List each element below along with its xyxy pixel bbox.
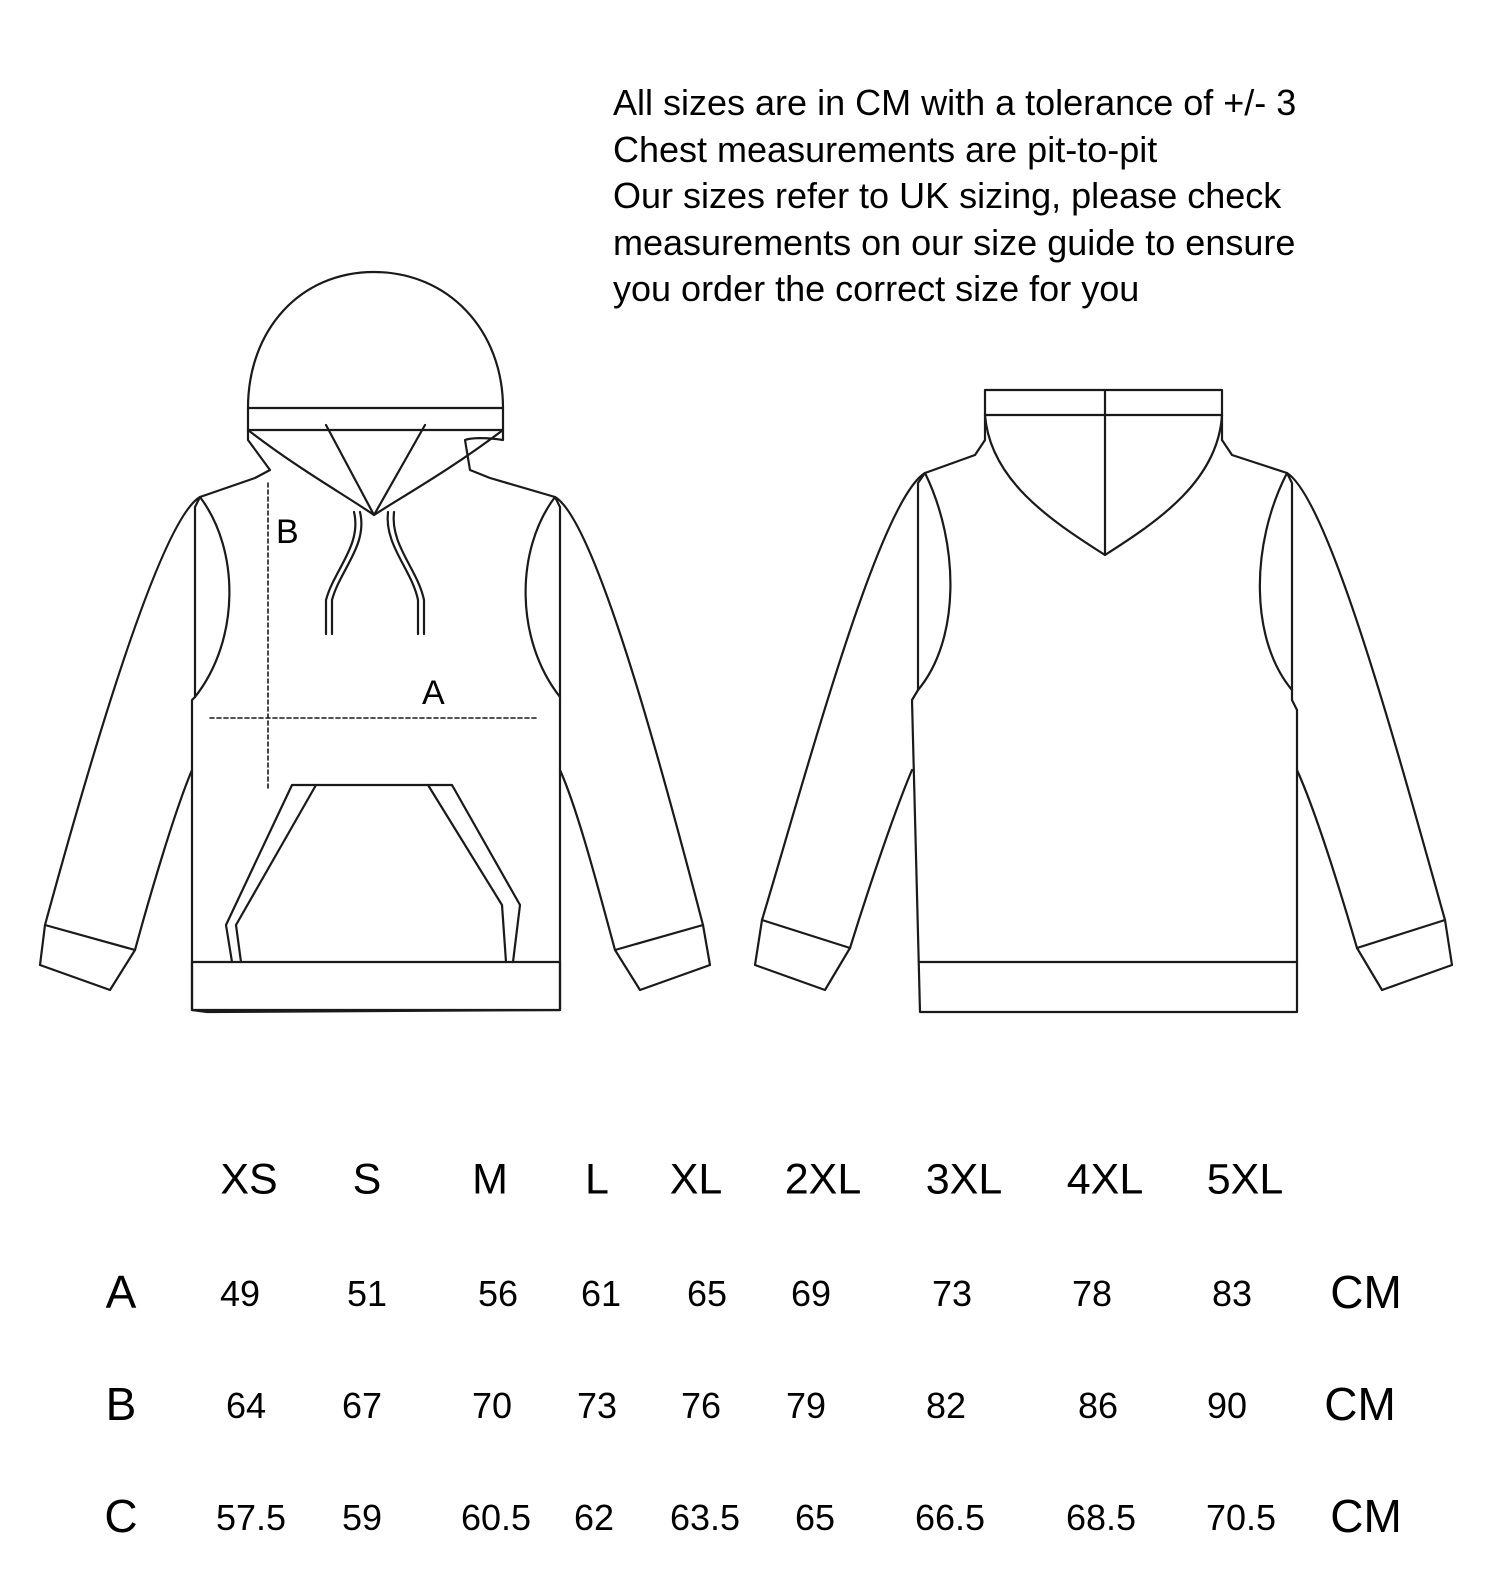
hoodie-front-drawing	[40, 272, 710, 1012]
table-cell: 51	[346, 1273, 388, 1314]
size-header-4xl: 4XL	[1066, 1155, 1144, 1204]
hoodie-back-drawing	[755, 390, 1452, 1012]
size-header-3xl: 3XL	[925, 1155, 1003, 1204]
table-cell: 67	[341, 1385, 383, 1426]
table-cell: 76	[680, 1385, 722, 1426]
front-right-cuff	[615, 925, 703, 950]
table-cell: 78	[1071, 1273, 1113, 1314]
table-cell: 57.5	[215, 1497, 287, 1538]
front-pocket-inner	[236, 785, 506, 962]
table-cell: 90	[1206, 1385, 1248, 1426]
back-right-sleeve	[1287, 473, 1452, 990]
table-cell: 73	[931, 1273, 973, 1314]
back-right-cuff	[1357, 920, 1445, 948]
table-cell: 62	[573, 1497, 615, 1538]
table-cell: 65	[794, 1497, 836, 1538]
back-right-sleeve-seam	[1260, 473, 1292, 690]
table-cell: 56	[477, 1273, 519, 1314]
front-drawstring-right	[388, 512, 424, 634]
table-cell: 73	[576, 1385, 618, 1426]
table-cell: 83	[1211, 1273, 1253, 1314]
table-cell: 86	[1077, 1385, 1119, 1426]
front-waistband	[192, 962, 560, 1012]
table-cell: 68.5	[1065, 1497, 1137, 1538]
back-left-sleeve-seam	[918, 473, 950, 690]
size-header-m: M	[472, 1155, 508, 1204]
table-cell: 66.5	[914, 1497, 986, 1538]
front-left-cuff	[45, 925, 135, 950]
row-label-a: A	[105, 1266, 137, 1318]
front-right-sleeve-seam	[526, 497, 560, 697]
table-cell: 49	[219, 1273, 261, 1314]
front-pocket	[226, 785, 520, 962]
table-cell: 70.5	[1205, 1497, 1277, 1538]
note-tolerance: All sizes are in CM with a tolerance of +/- 3	[613, 82, 1297, 123]
size-header-2xl: 2XL	[784, 1155, 862, 1204]
table-cell: 65	[686, 1273, 728, 1314]
size-header-5xl: 5XL	[1206, 1155, 1284, 1204]
back-left-cuff	[762, 920, 850, 948]
table-cell: 63.5	[669, 1497, 741, 1538]
size-header-xs: XS	[220, 1155, 278, 1204]
row-label-b: B	[105, 1378, 137, 1430]
unit-label-c: CM	[1330, 1490, 1402, 1542]
row-label-c: C	[104, 1490, 138, 1542]
front-hood-brim	[248, 408, 503, 430]
note-uk-sizing: Our sizes refer to UK sizing, please check	[613, 175, 1282, 216]
table-cell: 64	[225, 1385, 267, 1426]
unit-label-b: CM	[1324, 1378, 1396, 1430]
size-header-s: S	[352, 1155, 382, 1204]
table-cell: 70	[471, 1385, 513, 1426]
unit-label-a: CM	[1330, 1266, 1402, 1318]
size-header-l: L	[585, 1155, 609, 1204]
back-hood	[985, 415, 1222, 555]
table-cell: 60.5	[460, 1497, 532, 1538]
front-hood-outline	[192, 272, 560, 1010]
front-drawstring-left	[326, 512, 361, 634]
table-cell: 69	[790, 1273, 832, 1314]
diagram-label-b: B	[276, 513, 299, 551]
diagram-label-a: A	[422, 674, 445, 712]
front-right-sleeve	[555, 497, 710, 990]
table-cell: 61	[580, 1273, 622, 1314]
table-cell: 82	[925, 1385, 967, 1426]
table-cell: 79	[785, 1385, 827, 1426]
front-left-sleeve-seam	[195, 497, 229, 697]
table-cell: 59	[341, 1497, 383, 1538]
front-left-sleeve	[40, 497, 200, 990]
front-hood-v	[326, 425, 425, 515]
note-size-guide: measurements on our size guide to ensure	[613, 221, 1296, 263]
back-left-sleeve	[755, 473, 925, 990]
note-order-correct: you order the correct size for you	[613, 268, 1140, 309]
size-header-xl: XL	[669, 1155, 723, 1204]
note-chest: Chest measurements are pit-to-pit	[613, 128, 1158, 170]
